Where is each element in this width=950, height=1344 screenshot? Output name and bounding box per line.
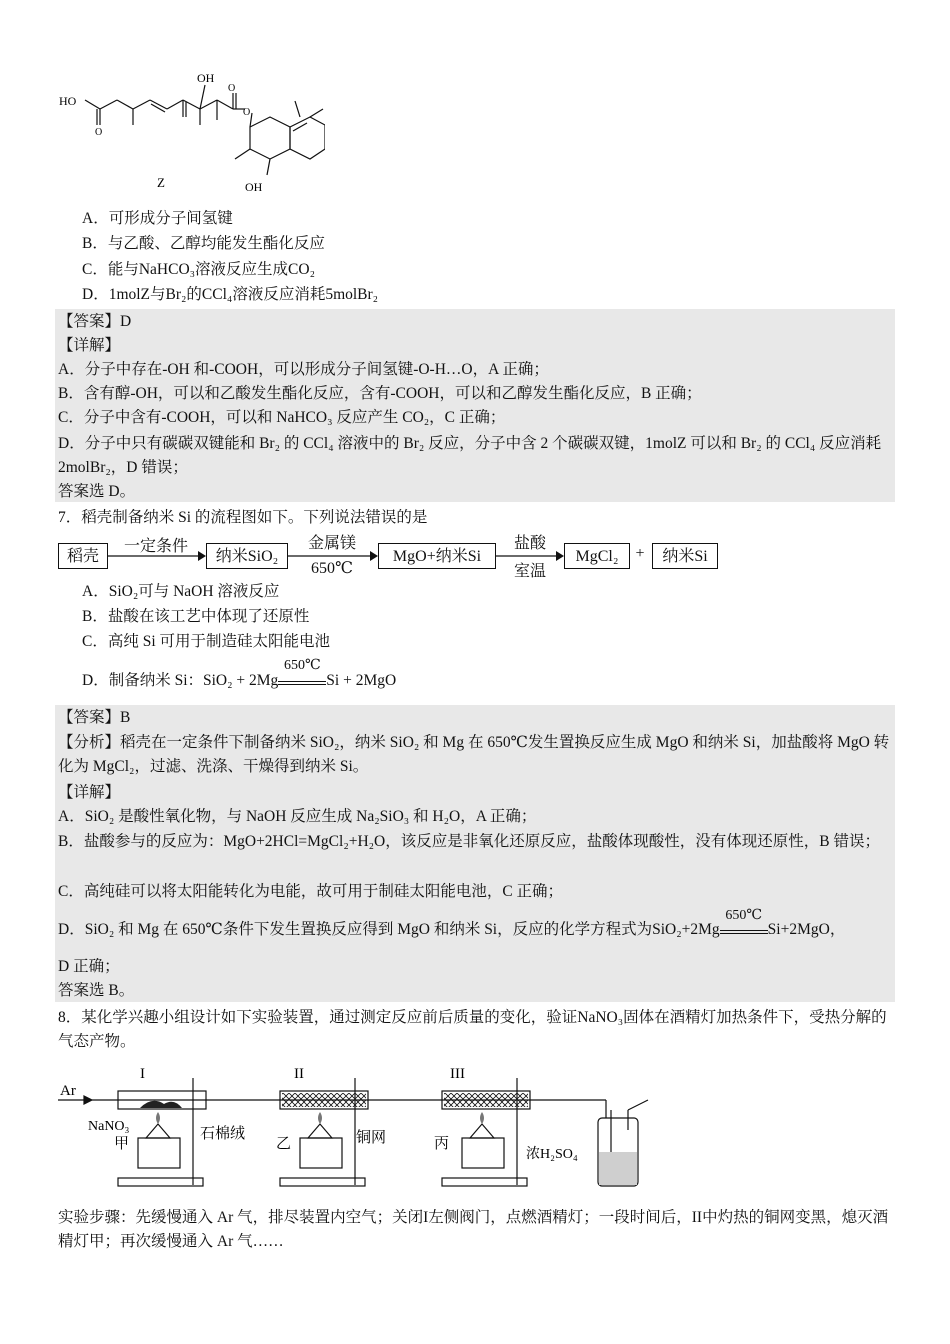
svg-text:O: O [243, 107, 251, 118]
svg-text:丙: 丙 [434, 1136, 450, 1152]
apparatus-diagram [58, 1060, 658, 1196]
q6-conclusion: 答案选 D。 [58, 483, 136, 500]
flow-box-mgo-si: MgO+纳米Si [378, 543, 496, 569]
svg-text:浓H₂SO₄: 浓H₂SO₄ [526, 1147, 578, 1162]
flow-box-rice-husk: 稻壳 [58, 543, 108, 569]
q6-detail-d: D．分子中只有碳碳双键能和 Br₂ 的 CCl₄ 溶液中的 Br₂ 反应，分子中含 2 个碳碳双键，1molZ 可以和 Br₂ 的 CCl₄ 反应消耗 2molBr₂，D 错误； [58, 435, 882, 476]
q6-answer: 【答案】D [58, 313, 132, 330]
svg-text:OH: OH [245, 180, 263, 194]
flow-arrow3-top: 盐酸 [513, 535, 546, 552]
q8-stem: 8．某化学兴趣小组设计如下实验装置，通过测定反应前后质量的变化，验证NaNO₃固体在酒精灯加热条件下，受热分解的气态产物。 [58, 1009, 887, 1050]
q6-option-d: D．1molZ与Br₂的CCl₄溶液反应消耗5molBr₂ [82, 286, 379, 303]
q6-detail-a: A．分子中存在-OH 和-COOH，可以形成分子间氢键-O-H…O，A 正确； [58, 361, 549, 378]
q6-option-b: B．与乙酸、乙醇均能发生酯化反应 [82, 235, 325, 252]
flow-arrow-1 [108, 549, 206, 563]
q7-detail-c: C．高纯硅可以将太阳能转化为电能，故可用于制硅太阳能电池，C 正确； [58, 883, 564, 900]
q6-detail-title: 【详解】 [58, 337, 121, 354]
svg-text:乙: 乙 [276, 1136, 292, 1152]
q7-option-c: C．高纯 Si 可用于制造硅太阳能电池 [82, 633, 331, 650]
reaction-condition: 650℃ [278, 672, 326, 685]
svg-text:甲: 甲 [114, 1136, 130, 1152]
svg-text:铜网: 铜网 [356, 1130, 387, 1146]
flow-arrow3-bottom: 室温 [513, 563, 546, 580]
q7-analysis: 【分析】稻壳在一定条件下制备纳米 SiO₂，纳米 SiO₂ 和 Mg 在 650℃发生置换反应生成 MgO 和纳米 Si，加盐酸将 MgO 转化为 MgCl₂，过滤、洗涤、干燥得到纳米 Si。 [58, 734, 890, 775]
q7-conclusion: 答案选 B。 [58, 982, 135, 999]
compound-z-structure [55, 65, 325, 195]
svg-text:OH: OH [197, 71, 215, 85]
q7-detail-d: D．SiO₂ 和 Mg 在 650℃条件下发生置换反应得到 MgO 和纳米 Si，反应的化学方程式为SiO₂+2Mg 650℃ Si+2MgO， [58, 908, 846, 938]
flow-plus: + [635, 545, 645, 562]
flow-box-mgcl2: MgCl₂ [564, 543, 630, 569]
flow-arrow1-label: 一定条件 [123, 538, 188, 555]
q6-detail-c: C．分子中含有-COOH，可以和 NaHCO₃ 反应产生 CO₂，C 正确； [58, 409, 506, 426]
svg-text:III: III [450, 1066, 465, 1082]
svg-text:Z: Z [157, 175, 165, 190]
q7-detail-b: B．盐酸参与的反应为：MgO+2HCl=MgCl₂+H₂O，该反应是非氧化还原反应，盐酸体现酸性，没有体现还原性，B 错误； [58, 833, 880, 850]
flow-arrow2-top: 金属镁 [307, 535, 356, 552]
q7-stem: 7．稻壳制备纳米 Si 的流程图如下。下列说法错误的是 [58, 509, 428, 526]
q6-option-c: C．能与NaHCO₃溶液反应生成CO₂ [82, 261, 315, 278]
q7-answer: 【答案】B [58, 709, 131, 726]
svg-text:O: O [228, 83, 236, 94]
q7-option-d-suffix: Si + 2MgO [326, 672, 397, 689]
svg-text:NaNO₃: NaNO₃ [88, 1119, 130, 1134]
q7-detail-a: A．SiO₂ 是酸性氧化物，与 NaOH 反应生成 Na₂SiO₃ 和 H₂O，A 正确； [58, 808, 537, 825]
svg-text:Ar: Ar [60, 1083, 76, 1099]
q7-detail-title: 【详解】 [58, 784, 121, 801]
svg-text:HO: HO [59, 94, 77, 108]
q7-option-b: B．盐酸在该工艺中体现了还原性 [82, 608, 310, 625]
svg-text:O: O [95, 127, 103, 138]
svg-text:石棉绒: 石棉绒 [200, 1126, 246, 1142]
q6-detail-b: B．含有醇-OH，可以和乙酸发生酯化反应，含有-COOH，可以和乙醇发生酯化反应，B 正确； [58, 385, 702, 402]
q6-option-a: A．可形成分子间氢键 [82, 210, 233, 227]
q7-option-d [82, 658, 397, 692]
flow-box-nano-sio2: 纳米SiO₂ [206, 543, 288, 569]
q7-option-d-prefix: D．制备纳米 Si：SiO₂ + 2Mg [82, 672, 279, 689]
flow-box-nano-si: 纳米Si [652, 543, 718, 569]
svg-text:I: I [140, 1066, 145, 1082]
q7-detail-d-end: D 正确； [58, 958, 120, 975]
q7-option-a: A．SiO₂可与 NaOH 溶液反应 [82, 583, 280, 600]
q8-steps: 实验步骤：先缓慢通入 Ar 气，排尽装置内空气；关闭I左侧阀门，点燃酒精灯；一段时间后，II中灼热的铜网变黑，熄灭酒精灯甲；再次缓慢通入 Ar 气…… [58, 1209, 889, 1250]
flow-arrow2-bottom: 650℃ [311, 560, 353, 577]
svg-text:II: II [294, 1066, 304, 1082]
reaction-condition: 650℃ [720, 921, 768, 934]
